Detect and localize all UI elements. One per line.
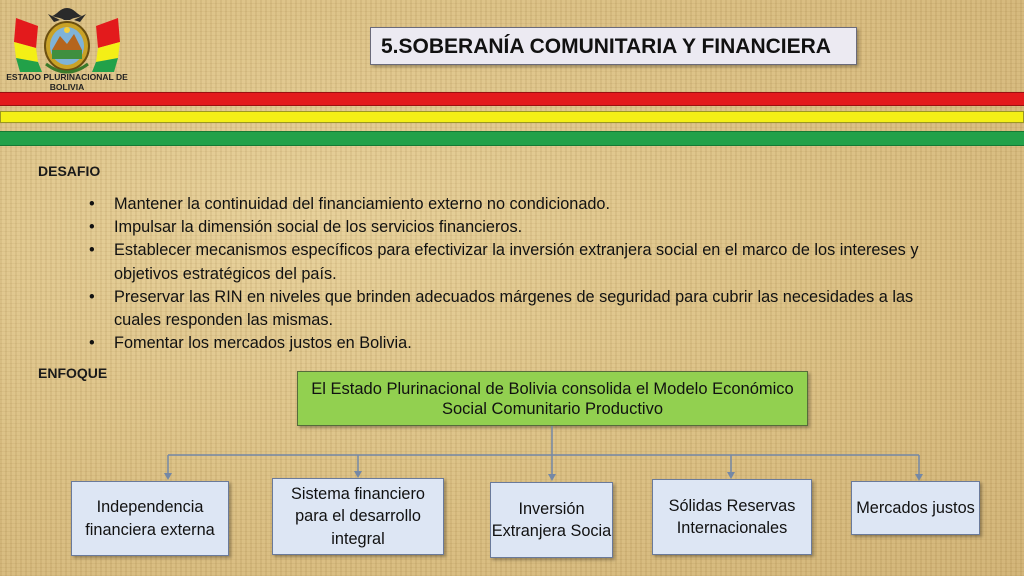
list-item: • Preservar las RIN en niveles que brinden adecuados márgenes de seguridad para cubrir las necesidades a las cuales responden las mismas. (87, 286, 947, 332)
list-item: • Mantener la continuidad del financiamiento externo no condicionado. (87, 193, 947, 216)
enfoque-box-reservas: Sólidas Reservas Internacionales (652, 479, 812, 555)
crest-caption: ESTADO PLURINACIONAL DE BOLIVIA (6, 72, 128, 92)
list-item: • Fomentar los mercados justos en Bolivia. (87, 332, 947, 355)
enfoque-box-sistema-financiero: Sistema financiero para el desarrollo integral (272, 478, 444, 555)
list-item: • Impulsar la dimensión social de los servicios financieros. (87, 216, 947, 239)
enfoque-box-inversion: Inversión Extranjera Socia (490, 482, 613, 558)
desafio-heading: DESAFIO (38, 163, 101, 179)
enfoque-heading: ENFOQUE (38, 365, 108, 381)
list-item: • Establecer mecanismos específicos para efectivizar la inversión extranjera social en el marco de los intereses y objetivos estratégicos del país. (87, 239, 947, 285)
enfoque-box-mercados: Mercados justos (851, 481, 980, 535)
enfoque-box-independencia: Independencia financiera externa (71, 481, 229, 556)
page-title: 5.SOBERANÍA COMUNITARIA Y FINANCIERA (370, 27, 857, 65)
enfoque-main-box: El Estado Plurinacional de Bolivia consolida el Modelo Económico Social Comunitario Productivo (297, 371, 808, 426)
